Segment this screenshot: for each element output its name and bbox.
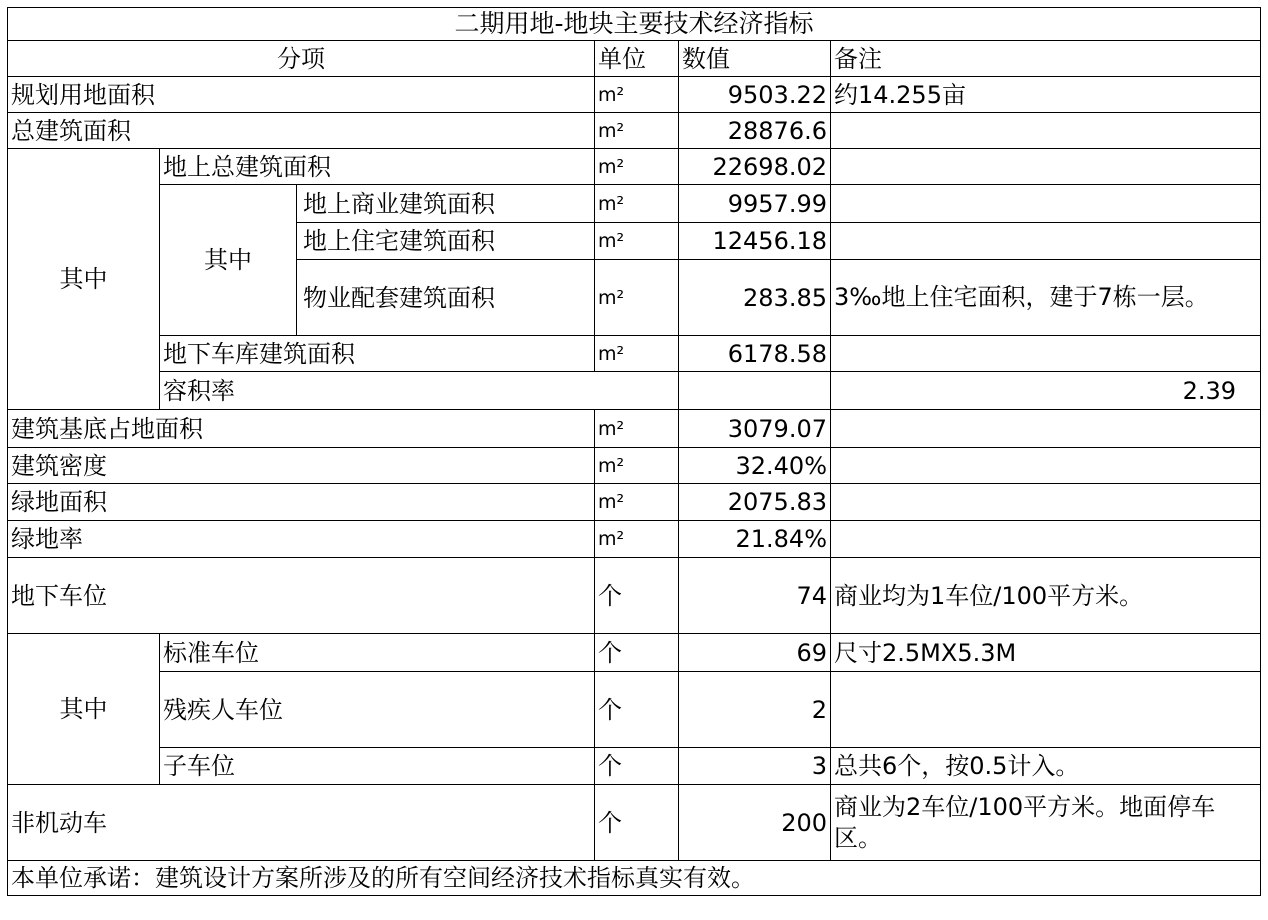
row-unit: m² xyxy=(595,149,679,185)
row-value: 28876.6 xyxy=(679,113,831,149)
subgroup-label-of-which: 其中 xyxy=(160,185,297,336)
header-item: 分项 xyxy=(8,41,595,77)
row-unit: 个 xyxy=(595,672,679,748)
row-value: 2.39 xyxy=(831,372,1261,410)
row-label: 地下车位 xyxy=(8,558,595,634)
row-label: 建筑基底占地面积 xyxy=(8,410,595,448)
row-value: 74 xyxy=(679,558,831,634)
row-remark xyxy=(831,113,1261,149)
title-row xyxy=(8,8,1261,41)
row-remark: 商业为2车位/100平方米。地面停车区。 xyxy=(831,785,1261,861)
row-value: 200 xyxy=(679,785,831,861)
row-remark: 商业均为1车位/100平方米。 xyxy=(831,558,1261,634)
row-label: 地上住宅建筑面积 xyxy=(297,223,595,260)
row-unit: 个 xyxy=(595,748,679,785)
row-label: 建筑密度 xyxy=(8,448,595,484)
row-unit: m² xyxy=(595,410,679,448)
row-value: 9957.99 xyxy=(679,185,831,223)
commitment-statement: 本单位承诺：建筑设计方案所涉及的所有空间经济技术指标真实有效。 xyxy=(8,861,1261,896)
row-remark: 约14.255亩 xyxy=(831,77,1261,113)
row-value: 22698.02 xyxy=(679,149,831,185)
row-label: 规划用地面积 xyxy=(8,77,595,113)
row-value: 12456.18 xyxy=(679,223,831,260)
row-remark xyxy=(831,448,1261,484)
row-label: 绿地率 xyxy=(8,521,595,558)
row-unit: m² xyxy=(595,113,679,149)
table-row xyxy=(8,448,1261,484)
row-unit: m² xyxy=(595,521,679,558)
row-value: 6178.58 xyxy=(679,336,831,372)
header-value: 数值 xyxy=(679,41,831,77)
header-unit: 单位 xyxy=(595,41,679,77)
row-remark: 尺寸2.5MX5.3M xyxy=(831,634,1261,672)
header-row xyxy=(8,41,1261,77)
row-value: 2 xyxy=(679,672,831,748)
row-unit: m² xyxy=(595,448,679,484)
row-value: 3 xyxy=(679,748,831,785)
row-remark xyxy=(831,223,1261,260)
row-value: 9503.22 xyxy=(679,77,831,113)
table-row xyxy=(8,672,1261,748)
footer-row xyxy=(8,861,1261,896)
row-label: 地上商业建筑面积 xyxy=(297,185,595,223)
row-remark xyxy=(831,484,1261,521)
row-remark xyxy=(831,521,1261,558)
row-label: 容积率 xyxy=(160,372,679,410)
table-row xyxy=(8,785,1261,861)
table-row xyxy=(8,336,1261,372)
row-unit: 个 xyxy=(595,634,679,672)
row-value: 3079.07 xyxy=(679,410,831,448)
row-label: 地下车库建筑面积 xyxy=(160,336,595,372)
row-remark xyxy=(831,185,1261,223)
row-remark xyxy=(831,149,1261,185)
row-value: 69 xyxy=(679,634,831,672)
parking-group-label-of-which: 其中 xyxy=(8,634,160,785)
row-unit: m² xyxy=(595,77,679,113)
row-label: 标准车位 xyxy=(160,634,595,672)
row-value: 32.40% xyxy=(679,448,831,484)
row-unit: 个 xyxy=(595,785,679,861)
table-row xyxy=(8,185,1261,223)
row-label: 物业配套建筑面积 xyxy=(297,260,595,336)
table-row xyxy=(8,521,1261,558)
row-label: 地上总建筑面积 xyxy=(160,149,595,185)
row-remark: 总共6个，按0.5计入。 xyxy=(831,748,1261,785)
table-row xyxy=(8,372,1261,410)
row-remark: 3‰地上住宅面积，建于7栋一层。 xyxy=(831,260,1261,336)
row-value: 2075.83 xyxy=(679,484,831,521)
row-unit: 个 xyxy=(595,558,679,634)
table-row xyxy=(8,748,1261,785)
row-unit: m² xyxy=(595,336,679,372)
table-row xyxy=(8,410,1261,448)
table-row xyxy=(8,484,1261,521)
row-unit xyxy=(679,372,831,410)
row-remark xyxy=(831,336,1261,372)
row-label: 残疾人车位 xyxy=(160,672,595,748)
group-label-of-which: 其中 xyxy=(8,149,160,410)
row-label: 非机动车 xyxy=(8,785,595,861)
row-label: 子车位 xyxy=(160,748,595,785)
table-row xyxy=(8,77,1261,113)
row-unit: m² xyxy=(595,223,679,260)
row-label: 绿地面积 xyxy=(8,484,595,521)
table-row xyxy=(8,113,1261,149)
indicator-table xyxy=(7,7,1261,896)
table-title: 二期用地-地块主要技术经济指标 xyxy=(8,8,1261,41)
row-unit: m² xyxy=(595,260,679,336)
table-row xyxy=(8,149,1261,185)
row-unit: m² xyxy=(595,185,679,223)
row-value: 21.84% xyxy=(679,521,831,558)
header-remark: 备注 xyxy=(831,41,1261,77)
row-unit: m² xyxy=(595,484,679,521)
row-value: 283.85 xyxy=(679,260,831,336)
table-row xyxy=(8,634,1261,672)
row-remark xyxy=(831,672,1261,748)
row-remark xyxy=(831,410,1261,448)
table-row xyxy=(8,558,1261,634)
row-label: 总建筑面积 xyxy=(8,113,595,149)
